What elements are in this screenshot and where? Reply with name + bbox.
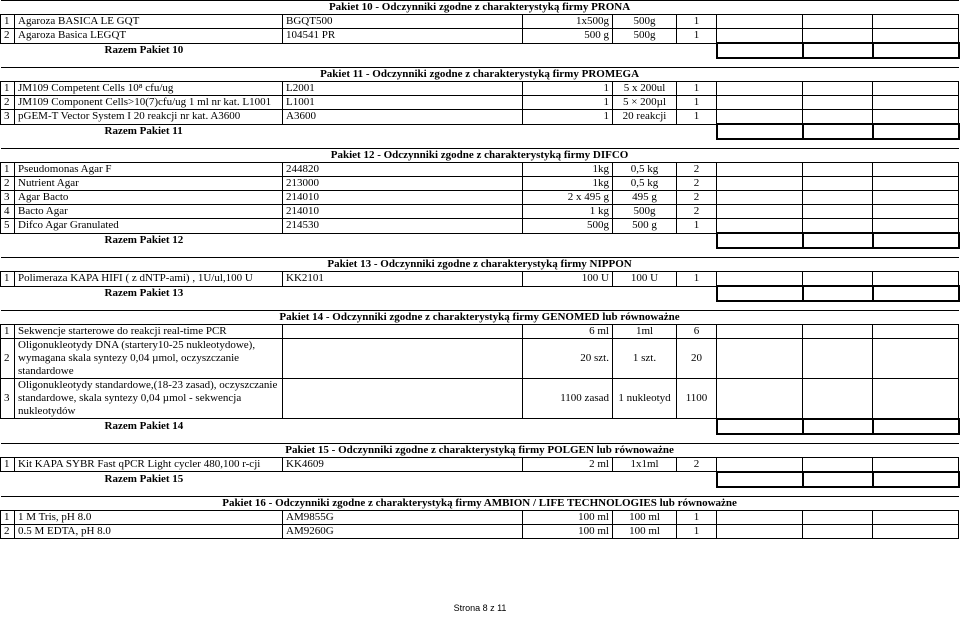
total-value-cell	[873, 419, 959, 434]
spacer	[283, 43, 523, 58]
page-footer: Strona 8 z 11	[453, 603, 507, 613]
unit-size: 100 ml	[613, 524, 677, 538]
item-name: Agar Bacto	[15, 191, 283, 205]
spacer	[523, 286, 613, 301]
vat-cell	[803, 325, 873, 339]
catalog-number: 214010	[283, 205, 523, 219]
item-name: Pseudomonas Agar F	[15, 163, 283, 177]
spacer	[1, 43, 15, 58]
catalog-number: 213000	[283, 177, 523, 191]
vat-cell	[803, 82, 873, 96]
total-vat-cell	[803, 233, 873, 248]
table-row	[1, 191, 959, 205]
unit-size: 20 reakcji	[613, 110, 677, 125]
package-size: 2 ml	[523, 457, 613, 472]
package-total-label: Razem Pakiet 15	[104, 472, 184, 485]
package-header	[1, 1, 959, 15]
unit-size: 1ml	[613, 325, 677, 339]
package-size: 6 ml	[523, 325, 613, 339]
package-title: Pakiet 11 - Odczynniki zgodne z charakterystyką firmy PROMEGA	[1, 68, 959, 82]
quantity: 1	[677, 82, 717, 96]
package-total-row	[1, 43, 959, 58]
unit-size: 500g	[613, 205, 677, 219]
price-cell	[717, 205, 803, 219]
vat-cell	[803, 15, 873, 29]
unit-size: 100 ml	[613, 510, 677, 524]
row-number: 2	[1, 339, 15, 379]
total-value-cell	[873, 472, 959, 487]
spacer	[613, 124, 677, 139]
item-name: Bacto Agar	[15, 205, 283, 219]
row-number: 5	[1, 219, 15, 234]
spacer	[283, 233, 523, 248]
quantity: 2	[677, 163, 717, 177]
spacer	[283, 286, 523, 301]
total-vat-cell	[803, 124, 873, 139]
value-cell	[873, 96, 959, 110]
quantity: 6	[677, 325, 717, 339]
value-cell	[873, 339, 959, 379]
table-row	[1, 205, 959, 219]
package-header	[1, 258, 959, 272]
package-title: Pakiet 12 - Odczynniki zgodne z charakterystyką firmy DIFCO	[1, 149, 959, 163]
catalog-number: 214530	[283, 219, 523, 234]
spacer	[1, 434, 959, 444]
quantity: 1	[677, 219, 717, 234]
package-total-row	[1, 472, 959, 487]
spacer	[613, 233, 677, 248]
quantity: 20	[677, 339, 717, 379]
package-size: 100 ml	[523, 510, 613, 524]
package-size: 1	[523, 110, 613, 125]
catalog-number: 104541 PR	[283, 29, 523, 44]
package-size: 1x500g	[523, 15, 613, 29]
vat-cell	[803, 457, 873, 472]
spacer	[523, 43, 613, 58]
quantity: 1	[677, 29, 717, 44]
price-cell	[717, 96, 803, 110]
catalog-number: 214010	[283, 191, 523, 205]
total-value-cell	[873, 124, 959, 139]
price-cell	[717, 29, 803, 44]
total-value-cell	[873, 286, 959, 301]
quantity: 1100	[677, 379, 717, 419]
vat-cell	[803, 524, 873, 538]
row-number: 1	[1, 325, 15, 339]
total-price-cell	[717, 124, 803, 139]
package-total-label: Razem Pakiet 14	[104, 419, 184, 432]
price-cell	[717, 191, 803, 205]
package-size: 1100 zasad	[523, 379, 613, 419]
table-row	[1, 272, 959, 287]
item-name: Oligonukleotydy DNA (startery10-25 nukleotydowe), wymagana skala syntezy 0,04 µmol, oczyszczanie standardowe	[15, 339, 283, 379]
unit-size: 0,5 kg	[613, 177, 677, 191]
spacer	[677, 124, 717, 139]
spacer-row	[1, 58, 959, 68]
spacer	[677, 472, 717, 487]
spacer	[1, 286, 15, 301]
vat-cell	[803, 219, 873, 234]
price-cell	[717, 219, 803, 234]
value-cell	[873, 205, 959, 219]
package-size: 1	[523, 96, 613, 110]
price-cell	[717, 457, 803, 472]
value-cell	[873, 15, 959, 29]
package-total-label: Razem Pakiet 13	[104, 287, 184, 300]
package-size: 1kg	[523, 163, 613, 177]
package-total-label: Razem Pakiet 11	[104, 125, 183, 138]
price-cell	[717, 82, 803, 96]
spacer	[523, 124, 613, 139]
package-total-row	[1, 419, 959, 434]
quantity: 1	[677, 15, 717, 29]
vat-cell	[803, 29, 873, 44]
spacer	[283, 472, 523, 487]
table-row	[1, 325, 959, 339]
row-number: 1	[1, 457, 15, 472]
package-size: 1	[523, 82, 613, 96]
total-vat-cell	[803, 419, 873, 434]
price-cell	[717, 272, 803, 287]
package-total-row	[1, 233, 959, 248]
quantity: 2	[677, 205, 717, 219]
package-total-label: Razem Pakiet 12	[104, 234, 184, 247]
quantity: 1	[677, 110, 717, 125]
price-cell	[717, 163, 803, 177]
value-cell	[873, 177, 959, 191]
unit-size: 0,5 kg	[613, 163, 677, 177]
quantity: 1	[677, 510, 717, 524]
spacer	[283, 124, 523, 139]
item-name: JM109 Component Cells>10(7)cfu/ug 1 ml nr kat. L1001	[15, 96, 283, 110]
spacer-row	[1, 434, 959, 444]
table-row	[1, 524, 959, 538]
item-name: 0.5 M EDTA, pH 8.0	[15, 524, 283, 538]
total-price-cell	[717, 233, 803, 248]
package-title: Pakiet 13 - Odczynniki zgodne z charakterystyką firmy NIPPON	[1, 258, 959, 272]
catalog-number: KK4609	[283, 457, 523, 472]
spacer	[613, 472, 677, 487]
quantity: 1	[677, 272, 717, 287]
price-cell	[717, 177, 803, 191]
value-cell	[873, 379, 959, 419]
item-name: Nutrient Agar	[15, 177, 283, 191]
row-number: 2	[1, 29, 15, 44]
package-size: 500g	[523, 219, 613, 234]
spacer-row	[1, 139, 959, 149]
spacer	[1, 301, 959, 311]
row-number: 4	[1, 205, 15, 219]
package-header	[1, 496, 959, 510]
table-row	[1, 29, 959, 44]
item-name: Difco Agar Granulated	[15, 219, 283, 234]
spacer	[523, 233, 613, 248]
package-size: 20 szt.	[523, 339, 613, 379]
price-cell	[717, 524, 803, 538]
value-cell	[873, 510, 959, 524]
spacer	[1, 419, 15, 434]
spacer	[1, 58, 959, 68]
unit-size: 5 x 200ul	[613, 82, 677, 96]
vat-cell	[803, 510, 873, 524]
row-number: 3	[1, 191, 15, 205]
spacer	[677, 43, 717, 58]
package-size: 500 g	[523, 29, 613, 44]
value-cell	[873, 29, 959, 44]
item-name: Polimeraza KAPA HIFI ( z dNTP-ami) , 1U/ul,100 U	[15, 272, 283, 287]
unit-size: 1 szt.	[613, 339, 677, 379]
row-number: 2	[1, 177, 15, 191]
spacer	[523, 472, 613, 487]
row-number: 3	[1, 379, 15, 419]
vat-cell	[803, 205, 873, 219]
spacer-row	[1, 487, 959, 497]
value-cell	[873, 272, 959, 287]
item-name: JM109 Competent Cells 10⁸ cfu/ug	[15, 82, 283, 96]
catalog-number	[283, 325, 523, 339]
total-vat-cell	[803, 472, 873, 487]
unit-size: 1 nukleotyd	[613, 379, 677, 419]
vat-cell	[803, 177, 873, 191]
table-row	[1, 177, 959, 191]
package-header	[1, 68, 959, 82]
value-cell	[873, 325, 959, 339]
spacer	[1, 472, 15, 487]
spacer	[613, 419, 677, 434]
unit-size: 495 g	[613, 191, 677, 205]
quantity: 1	[677, 96, 717, 110]
value-cell	[873, 191, 959, 205]
spacer	[1, 248, 959, 258]
vat-cell	[803, 191, 873, 205]
row-number: 1	[1, 272, 15, 287]
table-row	[1, 457, 959, 472]
package-title: Pakiet 14 - Odczynniki zgodne z charakterystyką firmy GENOMED lub równoważne	[1, 311, 959, 325]
table-row	[1, 110, 959, 125]
total-price-cell	[717, 43, 803, 58]
vat-cell	[803, 110, 873, 125]
package-header	[1, 311, 959, 325]
spacer	[283, 419, 523, 434]
table-row	[1, 96, 959, 110]
catalog-number: L1001	[283, 96, 523, 110]
price-cell	[717, 15, 803, 29]
table-row	[1, 163, 959, 177]
spacer	[1, 487, 959, 497]
package-size: 1 kg	[523, 205, 613, 219]
vat-cell	[803, 272, 873, 287]
unit-size: 500g	[613, 29, 677, 44]
value-cell	[873, 82, 959, 96]
catalog-number	[283, 379, 523, 419]
item-name: Oligonukleotydy standardowe,(18-23 zasad), oczyszczanie standardowe, skala syntezy 0,04 µmol - sekwencja nukleotydów	[15, 379, 283, 419]
row-number: 1	[1, 510, 15, 524]
package-title: Pakiet 10 - Odczynniki zgodne z charakterystyką firmy PRONA	[1, 1, 959, 15]
total-price-cell	[717, 419, 803, 434]
package-size: 1kg	[523, 177, 613, 191]
catalog-number: L2001	[283, 82, 523, 96]
item-name: Agaroza BASICA LE GQT	[15, 15, 283, 29]
spacer	[1, 233, 15, 248]
package-size: 100 U	[523, 272, 613, 287]
unit-size: 5 × 200µl	[613, 96, 677, 110]
package-header	[1, 443, 959, 457]
vat-cell	[803, 339, 873, 379]
package-size: 2 x 495 g	[523, 191, 613, 205]
total-price-cell	[717, 286, 803, 301]
table-row	[1, 15, 959, 29]
vat-cell	[803, 379, 873, 419]
unit-size: 500 g	[613, 219, 677, 234]
row-number: 1	[1, 15, 15, 29]
vat-cell	[803, 163, 873, 177]
table-row	[1, 82, 959, 96]
value-cell	[873, 110, 959, 125]
total-price-cell	[717, 472, 803, 487]
spacer-row	[1, 301, 959, 311]
row-number: 3	[1, 110, 15, 125]
spacer	[613, 286, 677, 301]
package-total-label: Razem Pakiet 10	[104, 44, 184, 57]
total-vat-cell	[803, 43, 873, 58]
quantity: 2	[677, 177, 717, 191]
total-value-cell	[873, 43, 959, 58]
item-name: Kit KAPA SYBR Fast qPCR Light cycler 480,100 r-cji	[15, 457, 283, 472]
spacer	[613, 43, 677, 58]
spacer	[1, 139, 959, 149]
package-size: 100 ml	[523, 524, 613, 538]
row-number: 2	[1, 96, 15, 110]
price-cell	[717, 110, 803, 125]
package-total-row	[1, 286, 959, 301]
table-row	[1, 219, 959, 234]
spacer	[523, 419, 613, 434]
quantity: 1	[677, 524, 717, 538]
catalog-number: BGQT500	[283, 15, 523, 29]
unit-size: 1x1ml	[613, 457, 677, 472]
catalog-number: AM9855G	[283, 510, 523, 524]
price-cell	[717, 325, 803, 339]
table-row	[1, 510, 959, 524]
spacer	[677, 419, 717, 434]
price-cell	[717, 339, 803, 379]
price-cell	[717, 510, 803, 524]
quantity: 2	[677, 457, 717, 472]
value-cell	[873, 457, 959, 472]
catalog-number: A3600	[283, 110, 523, 125]
value-cell	[873, 163, 959, 177]
value-cell	[873, 219, 959, 234]
spacer-row	[1, 248, 959, 258]
catalog-number	[283, 339, 523, 379]
spacer	[677, 286, 717, 301]
vat-cell	[803, 96, 873, 110]
item-name: 1 M Tris, pH 8.0	[15, 510, 283, 524]
package-title: Pakiet 15 - Odczynniki zgodne z charakterystyką firmy POLGEN lub równoważne	[1, 443, 959, 457]
catalog-number: 244820	[283, 163, 523, 177]
row-number: 1	[1, 82, 15, 96]
catalog-number: KK2101	[283, 272, 523, 287]
spacer	[1, 124, 15, 139]
spacer	[677, 233, 717, 248]
table-row	[1, 339, 959, 379]
package-title: Pakiet 16 - Odczynniki zgodne z charakterystyką firmy AMBION / LIFE TECHNOLOGIES lub równoważne	[1, 496, 959, 510]
package-header	[1, 149, 959, 163]
catalog-number: AM9260G	[283, 524, 523, 538]
value-cell	[873, 524, 959, 538]
item-name: pGEM-T Vector System I 20 reakcji nr kat. A3600	[15, 110, 283, 125]
item-name: Sekwencje starterowe do reakcji real-time PCR	[15, 325, 283, 339]
table-row	[1, 379, 959, 419]
row-number: 1	[1, 163, 15, 177]
total-value-cell	[873, 233, 959, 248]
quantity: 2	[677, 191, 717, 205]
unit-size: 500g	[613, 15, 677, 29]
total-vat-cell	[803, 286, 873, 301]
price-cell	[717, 379, 803, 419]
package-total-row	[1, 124, 959, 139]
row-number: 2	[1, 524, 15, 538]
item-name: Agaroza Basica LEGQT	[15, 29, 283, 44]
unit-size: 100 U	[613, 272, 677, 287]
